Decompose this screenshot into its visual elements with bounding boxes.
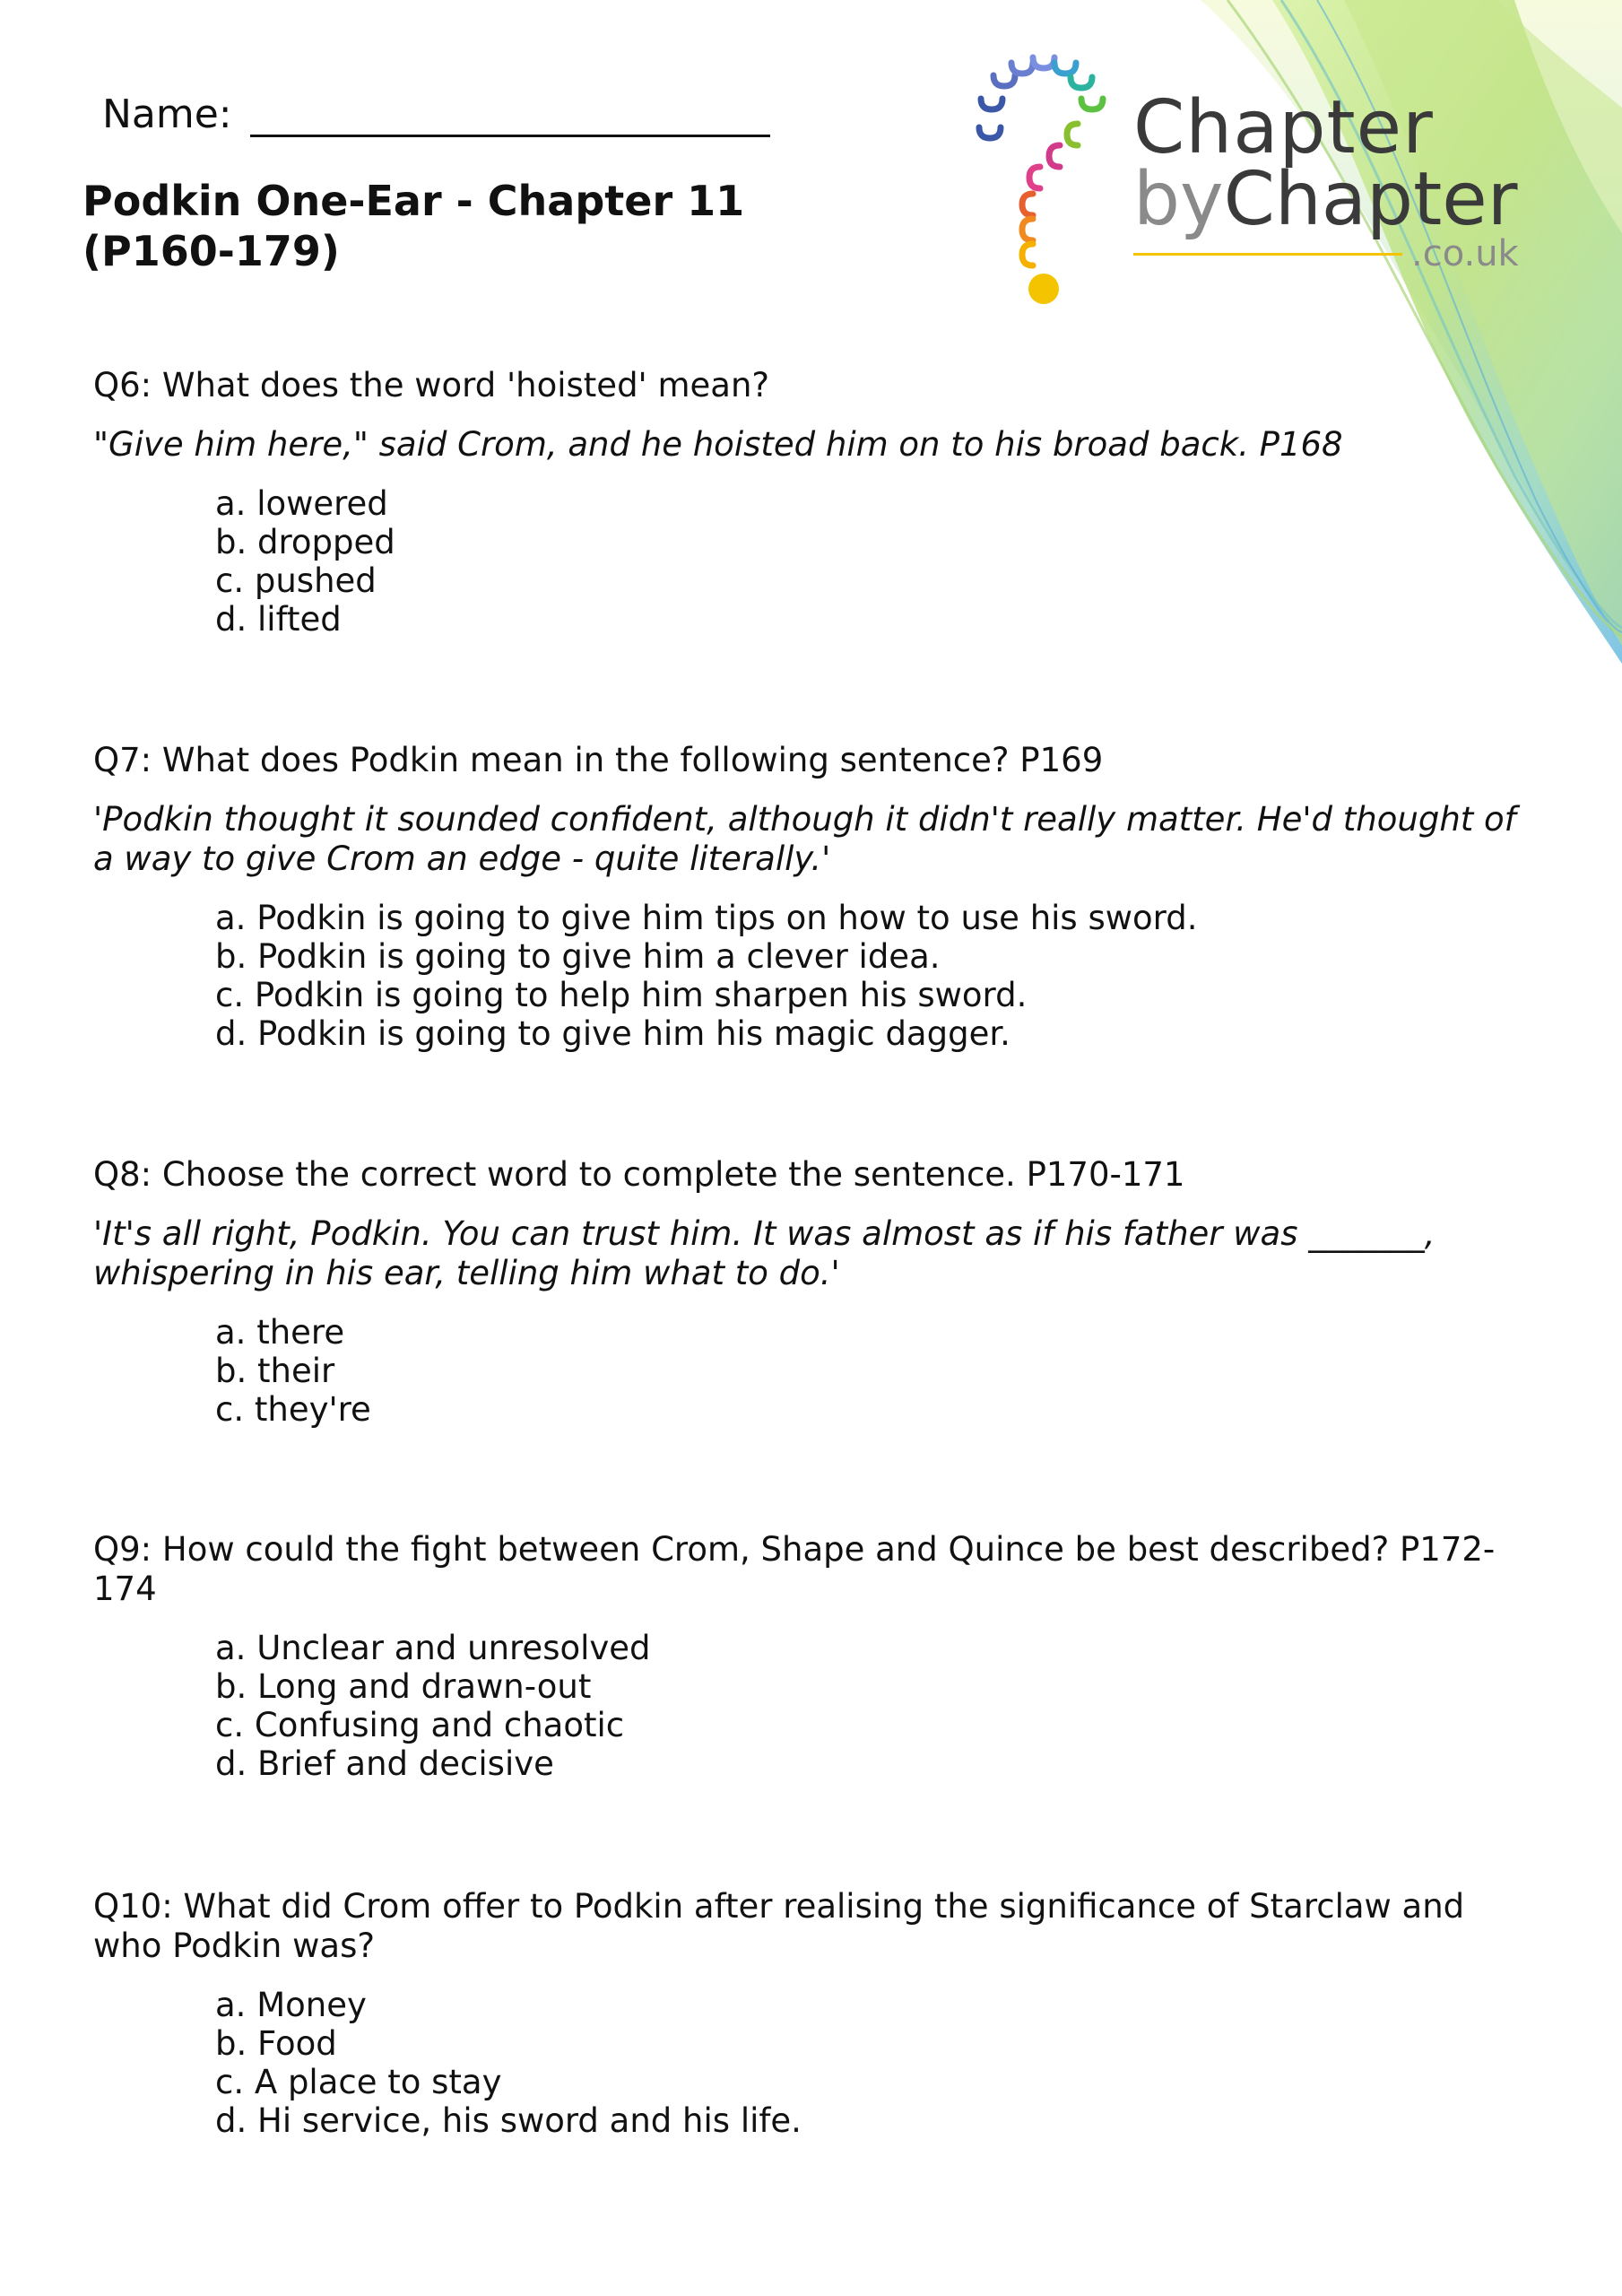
question-quote: 'It's all right, Podkin. You can trust him. It was almost as if his father was _______, whispering in his ear, telling him what to do.' bbox=[93, 1214, 1436, 1292]
page-title: Podkin One-Ear - Chapter 11 (P160-179) bbox=[82, 177, 745, 275]
answer-option[interactable]: c. they're bbox=[215, 1390, 371, 1429]
name-row bbox=[102, 90, 770, 137]
answer-option[interactable]: a. lowered bbox=[215, 484, 388, 523]
logo bbox=[967, 52, 1540, 321]
question-quote: "Give him here," said Crom, and he hoisted him on to his broad back. P168 bbox=[93, 425, 1343, 464]
answer-options bbox=[215, 1629, 1528, 1783]
logo-domain: .co.uk bbox=[1411, 233, 1519, 274]
logo-line-2 bbox=[1133, 157, 1518, 242]
answer-option[interactable]: a. Unclear and unresolved bbox=[215, 1629, 651, 1667]
answer-option[interactable]: b. their bbox=[215, 1352, 335, 1390]
question-text: Q9: How could the fight between Crom, Shape and Quince be best described? P172-174 bbox=[93, 1530, 1496, 1608]
answer-option[interactable]: b. Food bbox=[215, 2024, 337, 2063]
logo-underline bbox=[1133, 253, 1402, 256]
question-7 bbox=[93, 741, 1528, 1053]
logo-line-1: Chapter bbox=[1133, 85, 1434, 170]
question-6 bbox=[93, 366, 1528, 639]
answer-option[interactable]: d. Hi service, his sword and his life. bbox=[215, 2101, 802, 2140]
answer-option[interactable]: d. Brief and decisive bbox=[215, 1744, 554, 1783]
logo-wordmark bbox=[1133, 85, 1518, 242]
answer-option[interactable]: b. Podkin is going to give him a clever idea. bbox=[215, 937, 941, 976]
answer-option[interactable]: b. Long and drawn-out bbox=[215, 1667, 592, 1706]
question-10 bbox=[93, 1887, 1528, 2140]
answer-option[interactable]: d. Podkin is going to give him his magic dagger. bbox=[215, 1014, 1010, 1053]
answer-option[interactable]: a. Money bbox=[215, 1986, 367, 2024]
name-blank-line[interactable] bbox=[250, 90, 770, 137]
question-text: Q6: What does the word 'hoisted' mean? bbox=[93, 366, 770, 404]
answer-option[interactable]: b. dropped bbox=[215, 523, 395, 561]
question-quote: 'Podkin thought it sounded confident, although it didn't really matter. He'd thought of a way to give Crom an edge - quite literally.' bbox=[93, 800, 1516, 878]
logo-by: by bbox=[1133, 157, 1224, 242]
answer-options bbox=[215, 1986, 1528, 2140]
question-9 bbox=[93, 1530, 1528, 1783]
question-text: Q7: What does Podkin mean in the following sentence? P169 bbox=[93, 741, 1104, 779]
answer-option[interactable]: c. pushed bbox=[215, 561, 377, 600]
question-text: Q10: What did Crom offer to Podkin after realising the significance of Starclaw and who Podkin was? bbox=[93, 1887, 1465, 1965]
question-mark-books-icon bbox=[967, 52, 1119, 312]
name-label: Name: bbox=[102, 91, 232, 137]
question-8 bbox=[93, 1155, 1528, 1429]
question-text: Q8: Choose the correct word to complete the sentence. P170-171 bbox=[93, 1155, 1185, 1194]
answer-options bbox=[215, 1313, 1528, 1429]
answer-options bbox=[215, 484, 1528, 639]
answer-option[interactable]: a. Podkin is going to give him tips on how to use his sword. bbox=[215, 899, 1198, 937]
answer-option[interactable]: c. Confusing and chaotic bbox=[215, 1706, 625, 1744]
logo-chapter: Chapter bbox=[1223, 157, 1518, 242]
answer-option[interactable]: c. A place to stay bbox=[215, 2063, 502, 2101]
answer-option[interactable]: d. lifted bbox=[215, 600, 342, 639]
answer-options bbox=[215, 899, 1528, 1053]
answer-option[interactable]: a. there bbox=[215, 1313, 345, 1352]
answer-option[interactable]: c. Podkin is going to help him sharpen his sword. bbox=[215, 976, 1028, 1014]
